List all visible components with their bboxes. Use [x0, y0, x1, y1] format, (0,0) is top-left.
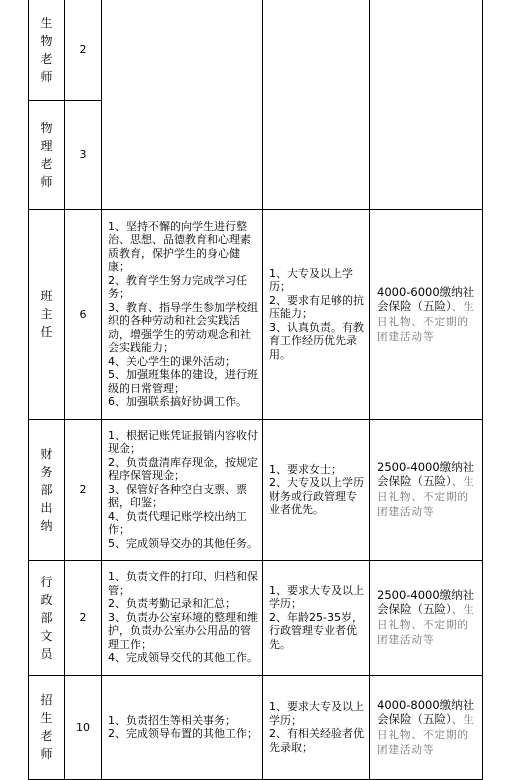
table-row: [29, 675, 483, 779]
table-row: [29, 419, 483, 560]
recruitment-table: [28, 0, 483, 780]
requirements-cell: [263, 0, 370, 209]
position-cell: 招 生 老 师: [29, 675, 65, 779]
requirements-cell: 1、要求大专及以上学历； 2、有相关经验者优先录取；: [263, 675, 370, 779]
salary-cell: [370, 0, 483, 209]
salary-cell: 2500-4000缴纳社会保险（五险）、生日礼物、不定期的团建活动等: [370, 560, 483, 675]
table-row: [29, 560, 483, 675]
position-cell: 行 政 部 文 员: [29, 560, 65, 675]
count-cell: 6: [65, 209, 102, 419]
duties-cell: 1、坚持不懈的向学生进行整治、思想、品德教育和心理素质教育，保护学生的身心健康； 2、教育学生努力完成学习任务； 3、教育、指导学生参加学校组织的各种劳动和社会实践活动，增强学生的劳动观念和社会实践能力； 4、关心学生的课外活动； 5、加强班集体的建设，进行班级的日常管理； 6、加强联系搞好协调工作。: [102, 209, 263, 419]
duties-cell: 1、负责招生等相关事务； 2、完成领导布置的其他工作；: [102, 675, 263, 779]
salary-cell: 2500-4000缴纳社会保险（五险）、生日礼物、不定期的团建活动等: [370, 419, 483, 560]
count-cell: 2: [65, 560, 102, 675]
count-cell: 10: [65, 675, 102, 779]
position-cell: 生 物 老 师: [29, 0, 65, 100]
position-cell: 班 主 任: [29, 209, 65, 419]
table-row: [29, 0, 483, 100]
position-cell: 财 务 部 出 纳: [29, 419, 65, 560]
duties-cell: [102, 0, 263, 209]
count-cell: 2: [65, 419, 102, 560]
requirements-cell: 1、要求女士； 2、大专及以上学历 财务或行政管理专业者优先。: [263, 419, 370, 560]
count-cell: 3: [65, 100, 102, 209]
table-row: [29, 209, 483, 419]
duties-cell: 1、负责文件的打印、归档和保管； 2、负责考勤记录和汇总； 3、负责办公室环境的整理和维护，负责办公室办公用品的管理工作； 4、完成领导交代的其他工作。: [102, 560, 263, 675]
position-cell: 物 理 老 师: [29, 100, 65, 209]
count-cell: 2: [65, 0, 102, 100]
requirements-cell: 1、大专及以上学历； 2、要求有足够的抗压能力； 3、认真负责。有教育工作经历优先录用。: [263, 209, 370, 419]
requirements-cell: 1、要求大专及以上学历； 2、年龄25-35岁，行政管理专业者优先。: [263, 560, 370, 675]
duties-cell: 1、根据记账凭证报销内容收付现金； 2、负责盘清库存现金，按规定程序保管现金； 3、保管好各种空白支票、票据，印鉴； 4、负责代理记账学校出纳工作； 5、完成领导交办的其他任务。: [102, 419, 263, 560]
salary-cell: 4000-8000缴纳社会保险（五险）、生日礼物、不定期的团建活动等: [370, 675, 483, 779]
salary-cell: 4000-6000缴纳社会保险（五险）、生日礼物、不定期的团建活动等: [370, 209, 483, 419]
